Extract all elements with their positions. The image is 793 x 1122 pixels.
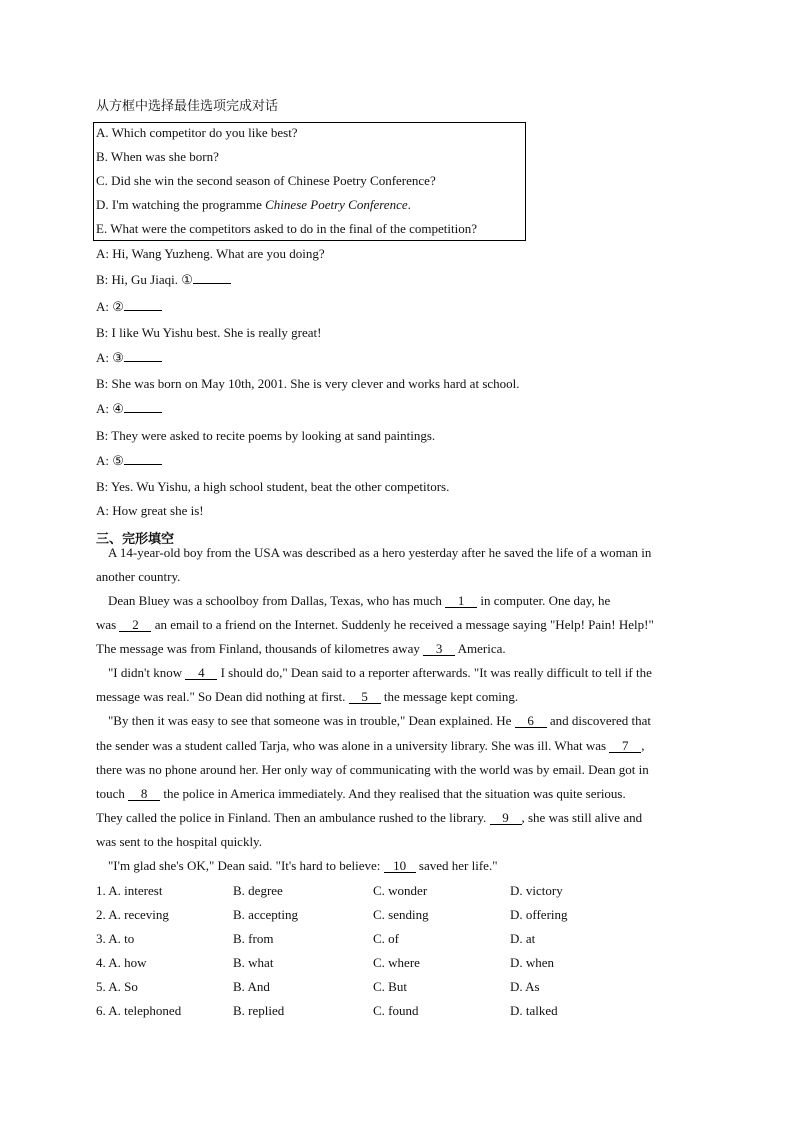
choice-option[interactable]: D. As [510,979,540,994]
choice-option[interactable]: 4. A. how [96,955,147,970]
choice-option[interactable]: 1. A. interest [96,883,163,898]
passage-line: was 2 an email to a friend on the Internet. Suddenly he received a message saying "Help! Pain! Help!" [96,617,654,632]
answer-blank[interactable] [124,464,162,465]
choice-option[interactable]: B. And [233,979,270,994]
cloze-blank[interactable]: 4 [185,666,217,680]
passage-line: touch 8 the police in America immediately. And they realised that the situation was quite serious. [96,786,626,801]
choice-option[interactable]: C. found [373,1003,419,1018]
passage-line: another country. [96,569,181,584]
cloze-blank[interactable]: 8 [128,787,160,801]
passage-line: Dean Bluey was a schoolboy from Dallas, Texas, who has much 1 in computer. One day, he [108,593,611,608]
choice-option[interactable]: 2. A. receving [96,907,169,922]
answer-blank[interactable] [124,310,162,311]
passage-line: there was no phone around her. Her only way of communicating with the world was by email. Dean got in [96,762,649,777]
passage-line: "I didn't know 4 I should do," Dean said to a reporter afterwards. "It was really difficult to tell if the [108,665,652,680]
choice-option[interactable]: B. replied [233,1003,285,1018]
cloze-blank[interactable]: 6 [515,714,547,728]
choice-option[interactable]: B. what [233,955,274,970]
dialogue-line: A: ⑤ [96,453,162,469]
answer-blank[interactable] [124,412,162,413]
choice-option[interactable]: 5. A. So [96,979,138,994]
dialogue-line: A: ② [96,299,162,315]
dialogue-line: A: Hi, Wang Yuzheng. What are you doing? [96,246,325,261]
choice-option[interactable]: D. offering [510,907,568,922]
choice-option[interactable]: D. at [510,931,536,946]
passage-line: They called the police in Finland. Then an ambulance rushed to the library. 9 , she was still alive and [96,810,643,825]
dialogue-line: B: I like Wu Yishu best. She is really great! [96,325,322,340]
choice-option[interactable]: C. But [373,979,407,994]
answer-blank[interactable] [193,283,231,284]
dialogue-line: A: ④ [96,401,162,417]
answer-blank[interactable] [124,361,162,362]
dialogue-line: B: She was born on May 10th, 2001. She is very clever and works hard at school. [96,376,520,391]
box-option-c: C. Did she win the second season of Chinese Poetry Conference? [96,173,436,188]
box-option-b: B. When was she born? [96,149,219,164]
choice-option[interactable]: C. wonder [373,883,428,898]
box-option-a: A. Which competitor do you like best? [96,125,298,140]
choice-option[interactable]: C. where [373,955,420,970]
section-2-title: 三、完形填空 [96,532,175,547]
passage-line: A 14-year-old boy from the USA was described as a hero yesterday after he saved the life of a woman in [108,545,652,560]
passage-line: "I'm glad she's OK," Dean said. "It's hard to believe: 10 saved her life." [108,858,498,873]
choice-option[interactable]: D. victory [510,883,563,898]
choice-option[interactable]: 6. A. telephoned [96,1003,182,1018]
choice-option[interactable]: D. talked [510,1003,558,1018]
cloze-blank[interactable]: 9 [490,811,522,825]
box-option-d: D. I'm watching the programme Chinese Poetry Conference. [96,197,411,212]
box-option-e: E. What were the competitors asked to do in the final of the competition? [96,221,477,236]
dialogue-line: A: ③ [96,350,162,366]
passage-line: "By then it was easy to see that someone was in trouble," Dean explained. He 6 and discovered that [108,713,651,728]
cloze-blank[interactable]: 1 [445,594,477,608]
dialogue-line: B: They were asked to recite poems by looking at sand paintings. [96,428,436,443]
choice-option[interactable]: B. degree [233,883,283,898]
dialogue-line: B: Hi, Gu Jiaqi. ① [96,272,231,288]
cloze-blank[interactable]: 10 [384,859,416,873]
choice-option[interactable]: B. accepting [233,907,298,922]
choice-option[interactable]: 3. A. to [96,931,135,946]
cloze-blank[interactable]: 7 [609,739,641,753]
dialogue-line: B: Yes. Wu Yishu, a high school student, beat the other competitors. [96,479,450,494]
passage-line: The message was from Finland, thousands of kilometres away 3 America. [96,641,506,656]
cloze-blank[interactable]: 2 [119,618,151,632]
choice-option[interactable]: B. from [233,931,274,946]
cloze-blank[interactable]: 3 [423,642,455,656]
passage-line: message was real." So Dean did nothing at first. 5 the message kept coming. [96,689,519,704]
options-box [93,122,526,241]
section-1-title: 从方框中选择最佳选项完成对话 [96,99,279,114]
cloze-blank[interactable]: 5 [349,690,381,704]
dialogue-line: A: How great she is! [96,503,204,518]
choice-option[interactable]: C. of [373,931,399,946]
choice-option[interactable]: C. sending [373,907,429,922]
passage-line: was sent to the hospital quickly. [96,834,262,849]
passage-line: the sender was a student called Tarja, who was alone in a university library. She was ill. What was 7 , [96,738,645,753]
choice-option[interactable]: D. when [510,955,555,970]
